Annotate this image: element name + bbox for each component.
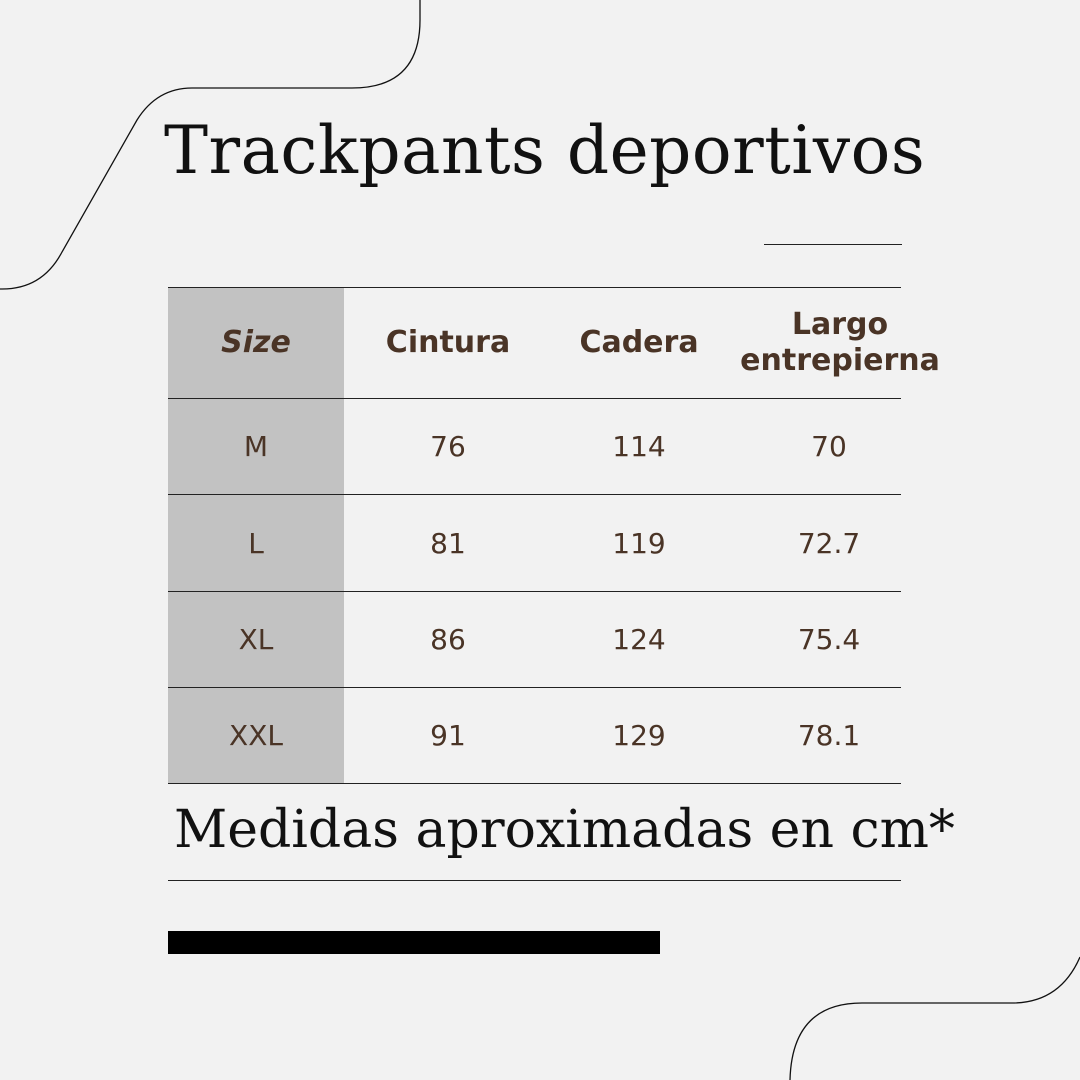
cell-size: L [248,526,264,560]
cell-size: XL [238,623,274,656]
header-cintura: Cintura [385,325,511,360]
title-underline [764,244,902,245]
cell-cadera: 129 [612,719,666,752]
cell-largo: 78.1 [797,719,861,752]
cell-size: M [243,430,269,463]
cell-cintura: 86 [430,623,466,656]
cell-largo: 70 [811,430,847,463]
cell-cintura: 76 [430,430,466,463]
cell-cadera: 114 [612,430,666,463]
cell-largo: 75.4 [797,623,861,656]
cell-largo: 72.7 [797,526,861,560]
cell-size: XXL [229,719,283,752]
cell-cintura: 91 [430,719,466,752]
black-accent-bar [168,931,660,954]
cell-cadera: 119 [612,526,666,560]
measurements-note: Medidas aproximadas en cm* [174,800,955,860]
cell-cintura: 81 [430,526,466,560]
header-largo-entrepierna: Largo entrepierna [740,307,940,378]
page-title: Trackpants deportivos [164,112,926,189]
header-cadera: Cadera [579,325,699,360]
table-rule [168,783,901,784]
cell-cadera: 124 [612,623,666,656]
note-underline [168,880,901,881]
bottom-right-curve [790,957,1080,1080]
header-size: Size [221,325,291,360]
